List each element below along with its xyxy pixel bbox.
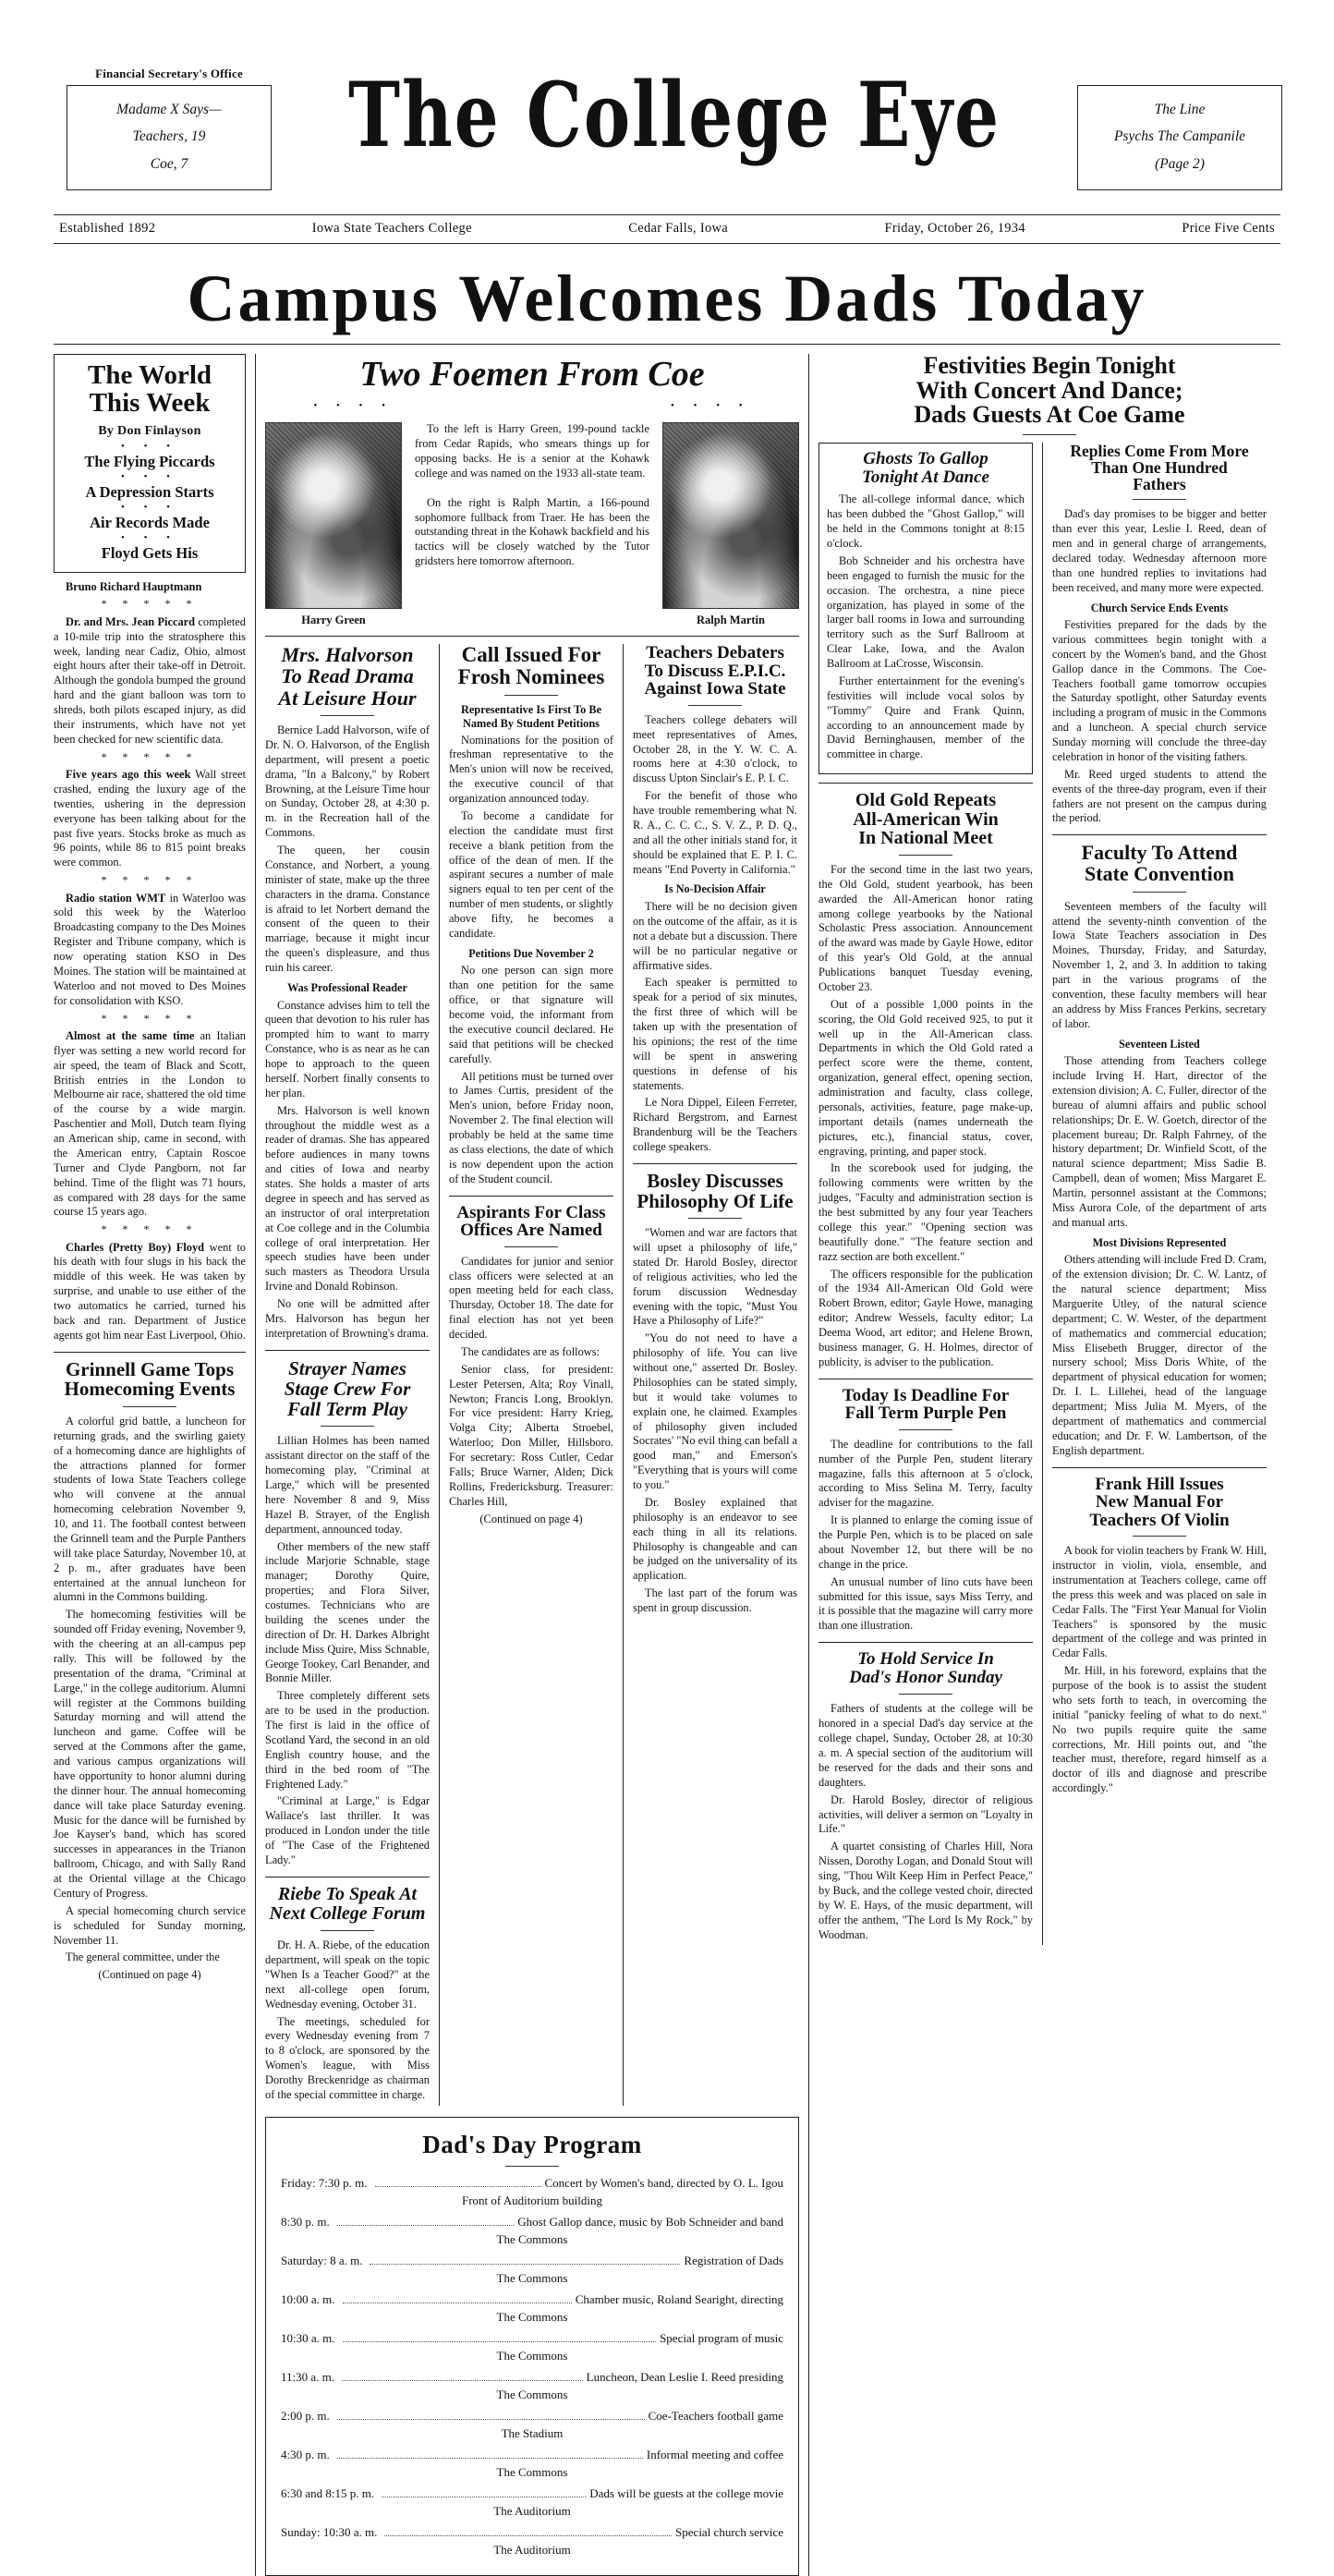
aspirants-rule	[504, 1246, 558, 1247]
honorsunday-para-0: Fathers of students at the college will be honored in a special Dad's day service at the college chapel, Sunday, October 28, at 10:30 a. m. A special section of the auditorium will be reserved for the dads and their sons and daughters.	[819, 1702, 1033, 1789]
oldgold-para-0: For the second time in the last two years, the Old Gold, student yearbook, has been awarded the All-American honor rating among college yearbooks by the National Scholastic Press association. Announcement of the award was made by Gayle Howe, editor of this year's Old Gold, at the annual Publications banquet Tuesday evening, October 23.	[819, 862, 1033, 993]
halvorson-para-3: Mrs. Halvorson is well known throughout the middle west as a reader of dramas. She has appeared before audiences in many towns and cities of Iowa and nearby states. She holds a master of arts degree in speech and has served as an instructor of oral interpretation at Coe college and in the Columbia college of oral interpretation. Her speech studies have been under such masters as Theodora Ursula Irvine and Donald Robinson.	[265, 1103, 430, 1294]
purplepen-para-2: An unusual number of lino cuts have been submitted for this issue, says Miss Terry, and it is possible that the magazine will carry more than one illustration.	[819, 1574, 1033, 1633]
program-row-time: 6:30 and 8:15 p. m.	[281, 2485, 375, 2500]
world-para-3: Radio station WMT in Waterloo was sold this week by the Waterloo Broadcasting company to the Des Moines Register and Tribune company, which is now operating station KSO in Des Moines. The station will be maintained at Waterloo and not moved to Des Moines for consolidation with KSO.	[54, 891, 246, 1007]
debaters-para-1: For the benefit of those who have trouble remembering what N. R. A., C. C. C., S. V. Z., P. D. Q., and all the other initials stand for, it should be explained that E. P. I. C. means "End Poverty in California."	[633, 789, 797, 876]
star-div-5: * * * * *	[101, 1222, 199, 1236]
grinnell-jump: (Continued on page 4)	[98, 1968, 201, 1982]
the-line-1: The Line	[1154, 102, 1206, 117]
column-left	[54, 354, 246, 2576]
riebe-para-1: The meetings, scheduled for every Wednesday evening from 7 to 8 o'clock, are sponsored by the Women's league, with Miss Dorothy Breckenridge as chairman of the special committee in charge.	[265, 2014, 430, 2101]
rule-b-c	[808, 354, 809, 2576]
halvorson-rule	[321, 715, 374, 716]
subcolumn-debaters	[633, 644, 797, 2106]
program-row-leader	[337, 2419, 645, 2420]
grinnell-short-rule	[123, 1406, 176, 1407]
grinnell-body	[54, 1415, 246, 1983]
rule-above-honorsunday	[819, 1642, 1033, 1643]
program-row-desc: Special program of music	[660, 2330, 783, 2345]
grinnell-para-2: A special homecoming church service is scheduled for Sunday morning, November 11.	[54, 1903, 246, 1947]
debaters-para-3: Each speaker is permitted to speak for a period of six minutes, the first three of which will be taken up with the presentation of his opinions; the rest of the time will be spent in answering questions in defense of his statements.	[633, 976, 797, 1092]
dateline-bar	[54, 214, 1280, 244]
harry-green-caption: Harry Green	[301, 614, 366, 627]
program-row-time: 10:00 a. m.	[281, 2291, 335, 2306]
rule-above-violin	[1052, 1467, 1267, 1468]
faculty-headline-1: Faculty To Attend	[1081, 841, 1238, 865]
financial-secretary-label: Financial Secretary's Office	[95, 67, 243, 80]
the-line-2: Psychs The Campanile	[1113, 128, 1246, 145]
program-row-time: 8:30 p. m.	[281, 2214, 330, 2229]
world-item-1: A Depression Starts	[85, 482, 214, 501]
bosley-headline-1: Bosley Discusses	[647, 1169, 783, 1192]
frosh-para-1: To become a candidate for election the candidate must first receive a blank petition from the office of the dean of men. If the aspirant secures a number of male signers equal to ten per cent of the number of men students, or slightly above fifty, he becomes a candidate.	[449, 808, 613, 940]
halvorson-body	[265, 723, 430, 1342]
rule-mid-2-3	[623, 644, 624, 2106]
purplepen-rule	[899, 1429, 952, 1430]
festivities-headline-2: With Concert And Dance;	[916, 376, 1183, 404]
strayer-headline-1: Strayer Names	[288, 1356, 406, 1379]
photo-block-right	[662, 422, 799, 627]
program-row-location: The Commons	[496, 2271, 568, 2286]
bosley-para-0: "Women and war are factors that will upset a philosophy of life," stated Dr. Harold Bosley, director of religious activities, who led the forum discussion Wednesday evening with the topic, "Must You Have a Philosophy of Life?"	[633, 1226, 797, 1328]
madame-x-line-1: Madame X Says—	[116, 102, 222, 117]
frosh-para-0: Nominations for the position of freshman representative to the Men's union will now be received, the executive council of that organization announced today.	[449, 733, 613, 806]
replies-para-0: Dad's day promises to be bigger and better than ever this year, Leslie I. Reed, dean of men and in general charge of arrangements, declared today. Wednesday afternoon more than one hundred replies to invitations had been received, and many more were expected.	[1052, 507, 1267, 594]
rule-mid-1-2	[439, 644, 440, 2106]
debaters-para-0: Teachers college debaters will meet representatives of Ames, October 28, in the Y. W. C. A. rooms here at 4:30 o'clock, to discuss Upton Sinclair's E. P. I. C.	[633, 712, 797, 785]
strayer-rule	[321, 1426, 374, 1427]
program-row	[281, 2446, 783, 2464]
rule-above-oldgold	[819, 783, 1033, 784]
debaters-para-2: There will be no decision given on the outcome of the affair, as it is not a debate but a discussion. There will be no particular negative or affirmative sides.	[633, 900, 797, 972]
rule-above-grinnell	[54, 1352, 246, 1353]
program-schedule	[281, 2174, 783, 2559]
riebe-rule	[321, 1930, 374, 1931]
program-row-time: Sunday: 10:30 a. m.	[281, 2524, 378, 2539]
world-byline: By Don Finlayson	[98, 423, 201, 438]
debaters-rule	[688, 705, 742, 706]
violin-headline-3: Teachers Of Violin	[1089, 1510, 1230, 1530]
city-label: Cedar Falls, Iowa	[628, 221, 729, 237]
program-row-location: The Commons	[496, 2388, 568, 2402]
dots-4: • • •	[120, 531, 179, 543]
program-row	[281, 2290, 783, 2309]
aspirants-jump: (Continued on page 4)	[479, 1512, 583, 1525]
bosley-rule	[688, 1218, 742, 1219]
subcolumn-ghosts	[819, 443, 1033, 1945]
dots-3: • • •	[120, 501, 179, 513]
frosh-kicker: Representative Is First To Be Named By Student Petitions	[460, 702, 602, 730]
program-row	[281, 2252, 783, 2270]
program-row-time: Friday: 7:30 p. m.	[281, 2175, 368, 2190]
program-row	[281, 2485, 783, 2503]
honorsunday-body	[819, 1702, 1033, 1942]
strayer-para-0: Lillian Holmes has been named assistant director on the staff of the homecoming play, "Criminal at Large," which will be presented here November 8 and 9, Miss Hazel B. Strayer, of the English department, announced today.	[265, 1434, 430, 1536]
subcolumn-frosh	[449, 644, 613, 2106]
program-row-leader	[384, 2535, 672, 2536]
grinnell-para-3: The general committee, under the	[66, 1950, 220, 1964]
halvorson-subhead: Was Professional Reader	[287, 980, 407, 994]
nameplate	[272, 63, 1077, 168]
program-row-desc: Informal meeting and coffee	[646, 2447, 783, 2461]
banner-headline: Campus Welcomes Dads Today	[187, 261, 1147, 336]
debaters-headline-1: Teachers Debaters	[646, 643, 784, 663]
purplepen-para-1: It is planned to enlarge the coming issue of the Purple Pen, which is to be placed on sale about November 12, but there will be no change in the price.	[819, 1513, 1033, 1571]
riebe-headline-1: Riebe To Speak At	[277, 1883, 418, 1904]
replies-body	[1052, 507, 1267, 826]
violin-rule	[1133, 1536, 1186, 1537]
ghosts-para-0: The all-college informal dance, which has been dubbed the "Ghost Gallop," will be held in the Commons tonight at 8:15 o'clock.	[827, 492, 1025, 551]
program-row-location: The Commons	[496, 2310, 568, 2325]
honorsunday-rule	[899, 1694, 952, 1695]
frosh-para-3: All petitions must be turned over to James Curtis, president of the Men's union, before Friday noon, November 2. The final election will probably be held at the same time as class elections, the date of which is now dependent upon the action of the Student council.	[449, 1069, 613, 1185]
ralph-martin-photo	[662, 422, 799, 609]
program-row-desc: Ghost Gallop dance, music by Bob Schneider and band	[517, 2214, 783, 2229]
program-row-leader	[337, 2458, 643, 2459]
program-row	[281, 2407, 783, 2425]
faculty-headline-2: State Convention	[1085, 862, 1234, 886]
ghosts-para-1: Bob Schneider and his orchestra have been engaged to furnish the music for the occasion. The orchestra, a nine piece organization, has played in some of the larger ball rooms in Iowa and surrounding territory such as the Surf Ballroom at Clear Lake, Iowa, and the Avalon Ballroom at LaCrosse, Wisconsin.	[827, 553, 1025, 671]
program-row-time: 11:30 a. m.	[281, 2369, 335, 2384]
world-para-5: Charles (Pretty Boy) Floyd went to his death with four slugs in his back the middle of this week. He was taken by surprise, and unable to use either of the two automatics he carried, turned his back and ran. Department of Justice agents got him near East Liverpool, Ohio.	[54, 1240, 246, 1342]
replies-para-1: Festivities prepared for the dads by the various committees begin tonight with a concert by the Women's band, and the Ghost Gallop dance in the Commons. The Coe-Teachers football game tomorrow occupies the Saturday spotlight, other Saturday events including a program of music in the Commons and a luncheon. A special church service Sunday morning will conclude the three-day celebration in honor of the visiting fathers.	[1052, 618, 1267, 763]
program-row-location: The Stadium	[501, 2426, 564, 2441]
strayer-para-1: Other members of the new staff include Marjorie Schnable, stage manager; Dorothy Quire, properties; and Flora Silver, costumes. Technicians who are building the scenes under the direction of Dr. H. Darkes Albright include Miss Quire, Miss Schnable, George Tookey, Carl Benander, and Bonnie Miller.	[265, 1539, 430, 1685]
foemen-dots-right: • • • •	[671, 400, 751, 412]
foemen-captions-text	[415, 422, 649, 572]
halvorson-headline-2: To Read Drama	[281, 664, 414, 688]
foemen-right-para: On the right is Ralph Martin, a 166-pound sophomore fullback from Traer. He has been the outstanding threat in the Kohawk backfield and his tactics will be closely watched by the Tutor gridsters here tomorrow afternoon.	[415, 495, 649, 568]
dads-day-program-box	[265, 2117, 799, 2576]
strayer-para-2: Three completely different sets are to be used in the production. The first is laid in the office of Scotland Yard, the second in an old English country house, and the third in the bed room of "The Frightened Lady."	[265, 1689, 430, 1791]
violin-headline-1: Frank Hill Issues	[1095, 1474, 1224, 1494]
ghosts-para-2: Further entertainment for the evening's festivities will include vocal solos by "Tommy" Quire and Frank Quinn, according to an announcement made by David Berninghausen, member of the committee in charge.	[827, 674, 1025, 761]
program-row-location: Front of Auditorium building	[461, 2193, 603, 2208]
frosh-headline-2: Frosh Nominees	[457, 664, 605, 688]
program-row-time: 4:30 p. m.	[281, 2447, 330, 2461]
program-row-leader	[342, 2380, 583, 2381]
purplepen-headline-2: Fall Term Purple Pen	[844, 1403, 1007, 1424]
riebe-para-0: Dr. H. A. Riebe, of the education department, will speak on the topic "When Is a Teacher Good?" at the next all-college open forum, Wednesday evening, October 31.	[265, 1938, 430, 2011]
program-row-time: 2:00 p. m.	[281, 2408, 330, 2423]
world-para-1: Dr. and Mrs. Jean Piccard completed a 10-mile trip into the stratosphere this week, landing near Cadiz, Ohio, almost eight hours after their take-off in Detroit. Although the gondola bumped the ground hard and the giant balloon was torn to shreds, both pilots escaped injury, as did their instruments, which have not yet been checked for new scientific data.	[54, 614, 246, 746]
violin-para-0: A book for violin teachers by Frank W. Hill, instructor in violin, viola, ensemble, and instrumentation at Teachers college, came off the press this week and was placed on sale in Cedar Falls. The "First Year Manual for Violin Teachers" is sponsored by the music department of the college and was printed in Cedar Falls.	[1052, 1544, 1267, 1660]
bosley-para-3: The last part of the forum was spent in group discussion.	[633, 1586, 797, 1615]
purplepen-headline-1: Today Is Deadline For	[842, 1385, 1010, 1405]
ghosts-headline-1: Ghosts To Gallop	[863, 449, 988, 469]
replies-headline-3: Fathers	[1133, 475, 1186, 494]
program-row	[281, 2523, 783, 2542]
foemen-headline: Two Foemen From Coe	[359, 354, 705, 394]
program-row-time: 10:30 a. m.	[281, 2330, 335, 2345]
frosh-subhead: Petitions Due November 2	[468, 946, 594, 960]
aspirants-headline-1: Aspirants For Class	[456, 1202, 606, 1222]
madame-x-line-3: Coe, 7	[150, 155, 188, 172]
bosley-para-2: Dr. Bosley explained that philosophy is an endeavor to see each thing in all its relations. Philosophy is changeable and can be judged on the universality of its application.	[633, 1495, 797, 1583]
program-row-desc: Special church service	[675, 2524, 783, 2539]
frosh-headline-1: Call Issued For	[461, 643, 601, 667]
replies-para-2: Mr. Reed urged students to attend the events of the three-day program, even if their fathers are not present on the campus during the period.	[1052, 767, 1267, 825]
strayer-headline-3: Fall Term Play	[287, 1398, 407, 1421]
oldgold-headline-3: In National Meet	[858, 828, 993, 849]
star-div-3: * * * * *	[101, 873, 199, 887]
festivities-headline-1: Festivities Begin Tonight	[923, 351, 1176, 379]
festivities-rule	[1023, 434, 1076, 435]
program-title: Dad's Day Program	[422, 2130, 642, 2158]
riebe-body	[265, 1938, 430, 2103]
world-para-0: Bruno Richard Hauptmann	[66, 579, 202, 593]
madame-x-line-2: Teachers, 19	[132, 128, 206, 145]
aspirants-para-2: Senior class, for president: Lester Petersen, Alta; Roy Vinall, Newton; Francis Long, Brooklyn. For vice president: Harry Krieg, Volga City; Alberta Stroebel, Waterloo; Don Miller, Hillsboro. For secretary: Ross Cutler, Cedar Falls; Bruce Warner, Alden; Dick Rollins, Fredericksburg. Treasurer: Charles Hill,	[449, 1362, 613, 1508]
date-label: Friday, October 26, 1934	[884, 221, 1025, 237]
oldgold-rule	[899, 855, 952, 856]
rule-below-photos	[265, 636, 799, 637]
world-item-0: The Flying Piccards	[84, 452, 215, 470]
oldgold-para-2: In the scorebook used for judging, the following comments were written by the judges, "Faculty and administration section is the best submitted by any four year Teachers college this year." "Opening section was beautifully done." "The feature section and razz section are both excellent."	[819, 1161, 1033, 1263]
program-row-time: Saturday: 8 a. m.	[281, 2253, 363, 2267]
column-middle	[265, 354, 799, 2576]
grinnell-para-0: A colorful grid battle, a luncheon for returning grads, and the swirling gaiety of a homecoming dance are highlights of the attractions planned for former students of Iowa State Teachers college who will convene at the annual homecoming celebration November 9, 10, and 11. The football contest between the Grinnell team and the Purple Panthers will take place Saturday, November 10, at 2 p. m., after graduates have been entertained at the annual luncheon for alumni in the Commons building.	[54, 1414, 246, 1604]
rule-above-aspirants	[449, 1196, 613, 1197]
world-this-week-box	[54, 354, 246, 573]
oldgold-para-3: The officers responsible for the publication of the 1934 All-American Old Gold were Robert Brown, editor; Gayle Howe, managing editor; Andrew Wessels, faculty editor; La Deema Wood, art editor; and Helene Brown, business manager, G. H. Holmes, director of publicity, is adviser to the publication.	[819, 1267, 1033, 1368]
replies-rule	[1133, 499, 1186, 500]
photo-block-left	[265, 422, 402, 627]
purplepen-para-0: The deadline for contributions to the fall number of the Purple Pen, student literary magazine, falls this afternoon at 5 o'clock, according to Miss Selina M. Terry, faculty adviser for the magazine.	[819, 1437, 1033, 1510]
program-row-leader	[343, 2341, 657, 2342]
rule-above-faculty	[1052, 834, 1267, 835]
debaters-headline-3: Against Iowa State	[644, 679, 786, 699]
debaters-body	[633, 713, 797, 1155]
program-row-location: The Commons	[496, 2465, 568, 2480]
program-row-desc: Coe-Teachers football game	[648, 2408, 783, 2423]
grinnell-headline-1: Grinnell Game Tops	[65, 1357, 235, 1380]
program-row-desc: Dads will be guests at the college movie	[589, 2485, 783, 2500]
honorsunday-para-2: A quartet consisting of Charles Hill, Nora Nissen, Dorothy Logan, and Donald Stout will sing, "Thou Wilt Keep Him in Perfect Peace," by Buck, and the college vested choir, directed by W. E. Hays, of the music department, will offer the anthem, "The Lord Is My Rock," by Woodman.	[819, 1840, 1033, 1941]
foemen-left-para: To the left is Harry Green, 199-pound tackle from Cedar Rapids, who smears things up for opposing backs. He is a senior at the Kohawk college and was named on the 1933 all-state team.	[415, 422, 649, 480]
rule-above-strayer	[265, 1350, 430, 1351]
halvorson-headline-1: Mrs. Halvorson	[281, 643, 414, 667]
program-row-desc: Registration of Dads	[684, 2253, 783, 2267]
world-para-2: Five years ago this week Wall street crashed, ending the luxury age of the twenties, ushering in the depression everyone has been talking about for the past five years. Stocks broke as much as 96 points, while 86 to 815 point breaks were common.	[54, 768, 247, 869]
program-row-desc: Chamber music, Roland Searight, directing	[575, 2291, 783, 2306]
ghosts-body	[827, 492, 1025, 762]
violin-para-1: Mr. Hill, in his foreword, explains that the purpose of the book is to assist the student who sets forth to teach, in overcoming the initial "panicky feeling of what to do next." No two pupils require quite the same corrections, Mr. Hill points out, and "the teacher must, therefore, regard himself as a doctor of ills and diagnose and prescribe accordingly."	[1052, 1664, 1267, 1795]
madame-x-box	[67, 85, 272, 190]
world-para-4: Almost at the same time an Italian flyer was setting a new world record for air speed, the team of Black and Scott, British entries in the London to Melbourne air race, shattered the old time of the course by a wide margin. Paschentier and Moll, Dutch team flying an American ship, came in second, with the American entry, Captain Roscoe Turner and Clyde Pangborn, not far behind. Time of the flight was 71 hours, as compared with 28 days for the same course 15 years ago.	[54, 1028, 246, 1219]
rule-above-bosley	[633, 1163, 797, 1164]
violin-headline-2: New Manual For	[1095, 1492, 1224, 1513]
strayer-headline-2: Stage Crew For	[284, 1377, 411, 1400]
world-item-3: Floyd Gets His	[101, 543, 199, 562]
program-row	[281, 2174, 783, 2193]
star-div-1: * * * * *	[101, 597, 199, 611]
bosley-headline-2: Philosophy Of Life	[637, 1189, 794, 1212]
faculty-para-0: Seventeen members of the faculty will attend the seventy-ninth convention of the Iowa State Teachers association in Des Moines, Thursday, Friday, and Saturday, November 1, 2, and 3. In addition to taking part in the various programs of the convention, these faculty members will hear an address by Miss Frances Perkins, secretary of labor.	[1052, 899, 1267, 1030]
established-label: Established 1892	[59, 221, 156, 237]
college-label: Iowa State Teachers College	[311, 221, 472, 237]
program-row	[281, 2329, 783, 2348]
aspirants-para-0: Candidates for junior and senior class officers were selected at an open meeting held for each class, Thursday, October 18. The date for final election has not yet been decided.	[449, 1254, 613, 1342]
dots-1: • • •	[120, 440, 179, 452]
program-row-location: The Commons	[496, 2232, 568, 2247]
aspirants-headline-2: Offices Are Named	[460, 1221, 602, 1241]
program-row-location: The Commons	[496, 2349, 568, 2363]
right-ear	[1077, 67, 1282, 190]
world-body	[54, 580, 246, 1343]
subcolumn-replies	[1052, 443, 1267, 1945]
subcolumn-halvorson	[265, 644, 430, 2106]
the-line-3: (Page 2)	[1155, 155, 1205, 172]
strayer-body	[265, 1434, 430, 1867]
frosh-rule	[504, 695, 558, 696]
the-line-box	[1077, 85, 1282, 190]
honorsunday-headline-1: To Hold Service In	[857, 1649, 994, 1670]
program-row	[281, 2213, 783, 2231]
halvorson-para-4: No one will be admitted after Mrs. Halvorson has begun her interpretation of Browning's drama.	[265, 1297, 430, 1340]
world-item-2: Air Records Made	[90, 513, 210, 531]
honorsunday-para-1: Dr. Harold Bosley, director of religious activities, will deliver a sermon on "Loyalty in Life."	[819, 1792, 1033, 1836]
program-row-leader	[337, 2225, 515, 2226]
program-row-location: The Auditorium	[493, 2504, 571, 2519]
honorsunday-headline-2: Dad's Honor Sunday	[849, 1668, 1002, 1688]
halvorson-para-1: The queen, her cousin Constance, and Norbert, a young minister of state, make up the three characters in the drama. Constance is afraid to let Norbert demand the consent of the queen to their marriage, because it might incur the queen's displeasure, and thus ruin his career.	[265, 844, 430, 975]
star-div-2: * * * * *	[101, 749, 199, 763]
left-ear	[67, 67, 272, 190]
aspirants-para-1: The candidates are as follows:	[461, 1344, 600, 1358]
star-div-4: * * * * *	[101, 1011, 199, 1025]
page-body	[54, 345, 1280, 2576]
bosley-para-1: "You do not need to have a philosophy of life. You can live without one," asserted Dr. Bosley. Philosophies can be stated simply, but it would take volumes to explain one, he claimed. Examples of philosophy given included Socrates' "No evil thing can befall a good man," and Emerson's "Everything that is yours will come to you."	[633, 1331, 797, 1492]
newspaper-title: The College Eye	[347, 63, 1001, 168]
program-row	[281, 2368, 783, 2387]
program-row-leader	[370, 2264, 680, 2265]
oldgold-para-1: Out of a possible 1,000 points in the scoring, the Old Gold received 925, to put it well up in the All-American class. Departments in which the Old Gold rated a perfect score were the theme, content, organization, general effect, opening section, administration and faculty, class college, personals, activities, feature, page make-up, important details (names underneath the pictures, etc.), financial status, cover, engraving, printing, and paper stock.	[819, 997, 1033, 1158]
program-row-leader	[375, 2186, 541, 2187]
faculty-body	[1052, 900, 1267, 1459]
rule-a-b	[255, 354, 256, 2576]
faculty-para-2: Others attending will include Fred D. Cram, of the extension division; Dr. C. W. Lantz, of the natural science department; Miss Marguerite Utley, of the natural science department; C. W. Wester, of the department of mathematics and commercial education; Miss Elisebeth Brugger, director of the nursery school; Miss Doris White, of the department of physical education for women; Dr. I. L. Lillehei, head of the language department; Miss Julia M. Myers, of the department of mathematics and commercial education; and Dr. F. W. Lambertson, of the English department.	[1052, 1253, 1267, 1457]
grinnell-para-1: The homecoming festivities will be sounded off Friday evening, November 9, with the cheering at an all-campus pep rally. This will be followed by the presentation of the drama, "Criminal at Large," in the college auditorium. Alumni will register at the Commons building Saturday morning and will attend the luncheon and game. Coffee will be served at the Commons after the game, and various campus organizations will have opportunity to honor alumni during the dinner hour. The annual homecoming dance will take place Saturday evening. Music for the dance will be furnished by Joe Kayser's band, which has scored successes in appearances in the Trianon ballroom, Chicago, and with Sally Rand at the Oriental village at the Chicago Century of Progress.	[54, 1608, 246, 1900]
faculty-subhead-1: Seventeen Listed	[1119, 1037, 1200, 1051]
oldgold-headline-2: All-American Win	[853, 808, 999, 830]
masthead	[0, 0, 1334, 190]
program-row-desc: Luncheon, Dean Leslie I. Reed presiding	[586, 2369, 783, 2384]
halvorson-para-0: Bernice Ladd Halvorson, wife of Dr. N. O. Halvorson, of the English department, will present a poetic drama, "In a Balcony," by Robert Browning, at the Leisure Time hour on Sunday, October 28, at 4:30 p. m. in the Recreation hall of the Commons.	[265, 723, 430, 840]
debaters-para-4: Le Nora Dippel, Eileen Ferreter, Richard Bergstrom, and Earnest Brandenburg will be the Teachers college speakers.	[633, 1096, 797, 1154]
world-title-1: The World	[87, 359, 212, 390]
replies-subhead: Church Service Ends Events	[1090, 601, 1229, 614]
bosley-body	[633, 1226, 797, 1616]
dots-2: • • •	[120, 470, 179, 482]
debaters-subhead: Is No-Decision Affair	[664, 882, 766, 896]
replies-headline-2: Than One Hundred	[1091, 458, 1228, 478]
ghosts-box	[819, 443, 1033, 774]
strayer-para-3: "Criminal at Large," is Edgar Wallace's last thriller. It was produced in London under the title of "The Case of the Frightened Lady."	[265, 1794, 430, 1866]
riebe-headline-2: Next College Forum	[269, 1903, 426, 1925]
halvorson-para-2: Constance advises him to tell the queen that devotion to his ruler has prompted him to want to marry Constance, who is as near as he can hope to approach to the queen herself. Norbert finally consents to her plan.	[265, 998, 430, 1100]
faculty-rule	[1133, 892, 1186, 893]
oldgold-body	[819, 863, 1033, 1370]
violin-body	[1052, 1544, 1267, 1796]
foemen-dots-left: • • • •	[313, 400, 394, 412]
program-rule	[505, 2166, 559, 2167]
world-title-2: This Week	[89, 387, 211, 418]
ghosts-headline-2: Tonight At Dance	[862, 468, 989, 488]
oldgold-headline-1: Old Gold Repeats	[855, 790, 997, 811]
purplepen-body	[819, 1438, 1033, 1634]
frosh-body	[449, 734, 613, 1187]
program-row-location: The Auditorium	[493, 2543, 571, 2558]
program-row-desc: Concert by Women's band, directed by O. L. Igou	[544, 2175, 783, 2190]
rule-c1-c2	[1042, 443, 1043, 1945]
debaters-headline-2: To Discuss E.P.I.C.	[644, 661, 786, 681]
replies-headline-1: Replies Come From More	[1070, 442, 1249, 461]
column-right	[819, 351, 1280, 2576]
frosh-para-2: No one person can sign more than one petition for the same office, or that signature will become void, the informant from the executive council declared. He said that petitions will be checked carefully.	[449, 964, 613, 1065]
faculty-para-1: Those attending from Teachers college include Irving H. Hart, director of the extension division; A. C. Fuller, director of the bureau of alumni affairs and public school relationships; Dr. E. W. Goetch, director of the placement bureau; Dr. Ralph Fahrney, of the history department; Dr. Winfield Scott, of the natural science department; Miss Sadie B. Campbell, dean of women; Miss Margaret E. Martin, personnel assistant at the Commons; Miss Aurora Cole, of the department of arts and manual arts.	[1052, 1054, 1267, 1229]
price-label: Price Five Cents	[1182, 221, 1275, 237]
harry-green-photo	[265, 422, 402, 609]
festivities-headline-3: Dads Guests At Coe Game	[914, 401, 1185, 429]
ralph-martin-caption: Ralph Martin	[697, 614, 765, 627]
aspirants-body	[449, 1255, 613, 1527]
faculty-subhead-2: Most Divisions Represented	[1092, 1235, 1227, 1249]
grinnell-headline-2: Homecoming Events	[64, 1378, 236, 1401]
halvorson-headline-3: At Leisure Hour	[278, 686, 417, 710]
